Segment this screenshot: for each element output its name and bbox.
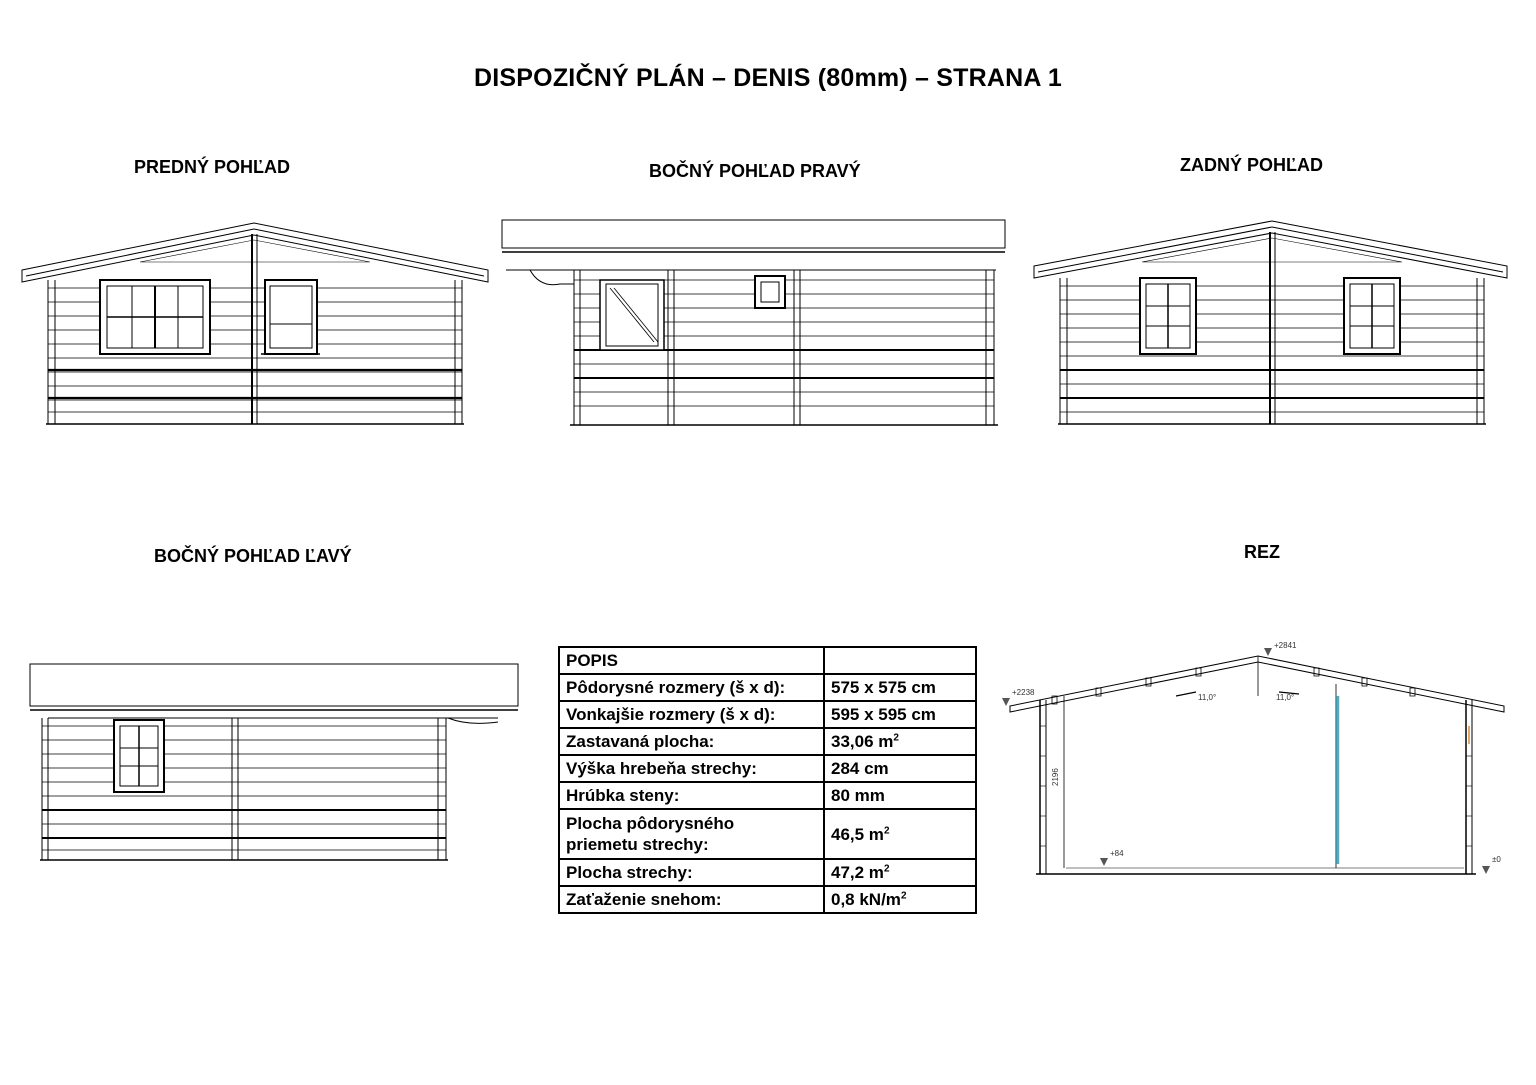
- ground-level-label: ±0: [1492, 855, 1501, 864]
- eave-height-label: +2238: [1012, 688, 1035, 697]
- table-row: [559, 782, 976, 809]
- pitch-left-label: 11,0°: [1198, 693, 1217, 702]
- row-value-exponent: 2: [900, 890, 907, 902]
- row-label: Zastavaná plocha:: [559, 728, 824, 755]
- row-label-cell: [559, 809, 824, 859]
- row-label-line: priemetu strechy:: [566, 835, 709, 854]
- section-drawing: [996, 636, 1506, 886]
- row-value-cell: [824, 728, 976, 755]
- row-label: Plocha strechy:: [559, 859, 824, 886]
- row-label: Hrúbka steny:: [559, 782, 824, 809]
- side-left-elevation-drawing: [28, 662, 520, 866]
- table-row: [559, 701, 976, 728]
- table-header: POPIS: [559, 647, 824, 674]
- table-row: [559, 859, 976, 886]
- row-value: 595 x 595 cm: [824, 701, 976, 728]
- table-row: [559, 674, 976, 701]
- row-value: 33,06 m: [831, 732, 894, 751]
- row-label: Zaťaženie snehom:: [559, 886, 824, 913]
- front-elevation-drawing: [20, 220, 490, 430]
- row-label: Pôdorysné rozmery (š x d):: [559, 674, 824, 701]
- ridge-height-label: +2841: [1274, 641, 1297, 650]
- table-row: [559, 728, 976, 755]
- floor-level-label: +84: [1110, 849, 1124, 858]
- back-elevation-drawing: [1032, 218, 1510, 430]
- row-value-cell: [824, 809, 976, 859]
- side-left-view-label: BOČNÝ POHĽAD ĽAVÝ: [154, 546, 352, 566]
- row-label: Vonkajšie rozmery (š x d):: [559, 701, 824, 728]
- table-row: [559, 755, 976, 782]
- row-value-cell: [824, 859, 976, 886]
- row-value: 80 mm: [824, 782, 976, 809]
- table-header-row: [559, 647, 976, 674]
- front-view-label: PREDNÝ POHĽAD: [134, 157, 291, 177]
- row-value: 284 cm: [824, 755, 976, 782]
- table-row: [559, 809, 976, 859]
- row-value-cell: [824, 886, 976, 913]
- row-value: 46,5 m: [831, 824, 884, 844]
- side-right-view-label: BOČNÝ POHĽAD PRAVÝ: [649, 161, 861, 181]
- row-value-exponent: 2: [893, 732, 899, 744]
- row-value: 47,2 m: [831, 863, 884, 882]
- side-right-elevation-drawing: [500, 218, 1008, 430]
- wall-height-label: 2196: [1051, 768, 1060, 786]
- row-label-line: Plocha pôdorysného: [566, 814, 735, 833]
- page-title: DISPOZIČNÝ PLÁN – DENIS (80mm) – STRANA 1: [474, 64, 1062, 92]
- section-view-label: REZ: [1244, 542, 1280, 562]
- table-row: [559, 886, 976, 913]
- row-label: Výška hrebeňa strechy:: [559, 755, 824, 782]
- row-value: 0,8 kN/m: [831, 890, 901, 909]
- pitch-right-label: 11,0°: [1276, 693, 1295, 702]
- back-view-label: ZADNÝ POHĽAD: [1180, 155, 1323, 175]
- row-value: 575 x 575 cm: [824, 674, 976, 701]
- spec-table: [558, 646, 977, 914]
- row-value-exponent: 2: [883, 863, 890, 875]
- table-header-empty: [824, 647, 976, 674]
- row-value-exponent: 2: [883, 824, 890, 836]
